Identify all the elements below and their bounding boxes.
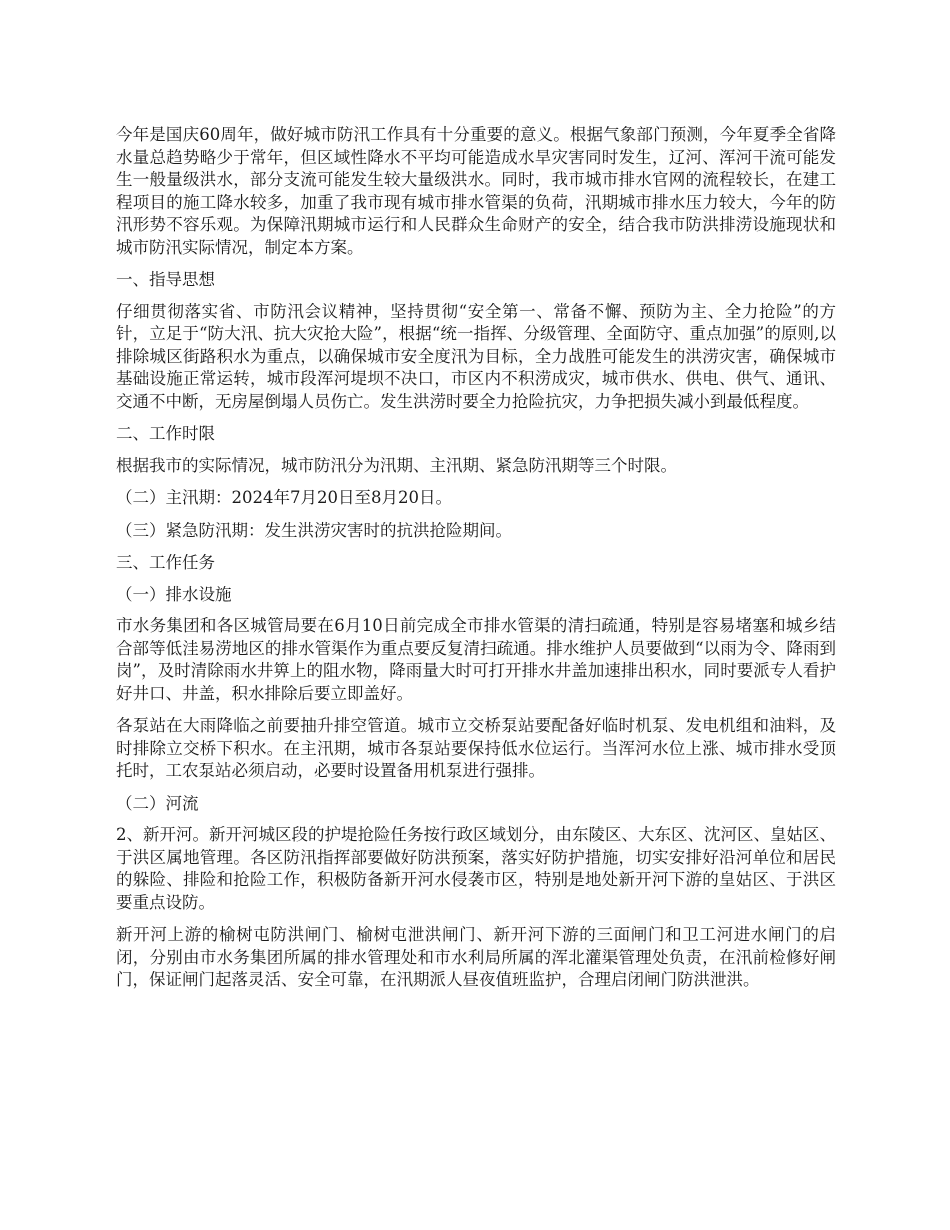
intro-paragraph: 今年是国庆60周年，做好城市防汛工作具有十分重要的意义。根据气象部门预测，今年夏季全省降水量总趋势略少于常年，但区域性降水不平均可能造成水旱灾害同时发生，辽河、浑河干流可能发生一般量级洪水，部分支流可能发生较大量级洪水。同时，我市城市排水官网的流程较长，在建工程项目的施工降水较多，加重了我市现有城市排水管渠的负荷，汛期城市排水压力较大，今年的防汛形势不容乐观。为保障汛期城市运行和人民群众生命财产的安全，结合我市防洪排涝设施现状和城市防汛实际情况，制定本方案。 <box>116 125 836 257</box>
document-page <box>116 124 836 1002</box>
subheading-drainage-facilities: （一）排水设施 <box>116 584 232 604</box>
subheading-rivers: （二）河流 <box>116 793 199 813</box>
time-limits-paragraph: 根据我市的实际情况，城市防汛分为汛期、主汛期、紧急防汛期等三个时限。 <box>116 455 677 475</box>
section-heading-guiding-ideology: 一、指导思想 <box>116 270 215 289</box>
pump-station-paragraph: 各泵站在大雨降临之前要抽升排空管道。城市立交桥泵站要配备好临时机泵、发电机组和油料，及时排除立交桥下积水。在主汛期，城市各泵站要保持低水位运行。当浑河水位上涨、城市排水受顶托时，工农泵站必须启动，必要时设置备用机泵进行强排。 <box>116 716 836 780</box>
main-flood-period-paragraph: （二）主汛期：2024年7月20日至8月20日。 <box>116 488 452 507</box>
floodgate-paragraph: 新开河上游的榆树屯防洪闸门、榆树屯泄洪闸门、新开河下游的三面闸门和卫工河进水闸门的启闭，分别由市水务集团所属的排水管理处和市水利局所属的浑北灌渠管理处负责，在汛前检修好闸门，保证闸门起落灵活、安全可靠，在汛期派人昼夜值班监护，合理启闭闸门防洪泄洪。 <box>116 925 836 989</box>
drainage-paragraph: 市水务集团和各区城管局要在6月10日前完成全市排水管渠的清扫疏通，特别是容易堵塞和城乡结合部等低洼易涝地区的排水管渠作为重点要反复清扫疏通。排水维护人员要做到“以雨为令、降雨到岗”，及时清除雨水井箅上的阻水物，降雨量大时可打开排水井盖加速排出积水，同时要派专人看护好井口、井盖，积水排除后要立即盖好。 <box>116 616 836 703</box>
emergency-period-paragraph: （三）紧急防汛期：发生洪涝灾害时的抗洪抢险期间。 <box>116 520 512 540</box>
guiding-ideology-paragraph: 仔细贯彻落实省、市防汛会议精神，坚持贯彻“安全第一、常备不懈、预防为主、全力抢险”的方针，立足于“防大汛、抗大灾抢大险”，根据“统一指挥、分级管理、全面防守、重点加强”的原则,以排除城区街路积水为重点，以确保城市安全度汛为目标，全力战胜可能发生的洪涝灾害，确保城市基础设施正常运转，城市段浑河堤坝不决口，市区内不积涝成灾，城市供水、供电、供气、通讯、交通不中断，无房屋倒塌人员伤亡。发生洪涝时要全力抢险抗灾，力争把损失减小到最低程度。 <box>116 301 836 411</box>
xinkai-river-paragraph: 2、新开河。新开河城区段的护堤抢险任务按行政区域划分，由东陵区、大东区、沈河区、皇姑区、于洪区属地管理。各区防汛指挥部要做好防洪预案，落实好防护措施，切实安排好沿河单位和居民的躲险、排险和抢险工作，积极防备新开河水侵袭市区，特别是地处新开河下游的皇姑区、于洪区要重点设防。 <box>116 825 836 912</box>
section-heading-work-tasks: 三、工作任务 <box>116 553 215 572</box>
section-heading-time-limits: 二、工作时限 <box>116 424 215 443</box>
